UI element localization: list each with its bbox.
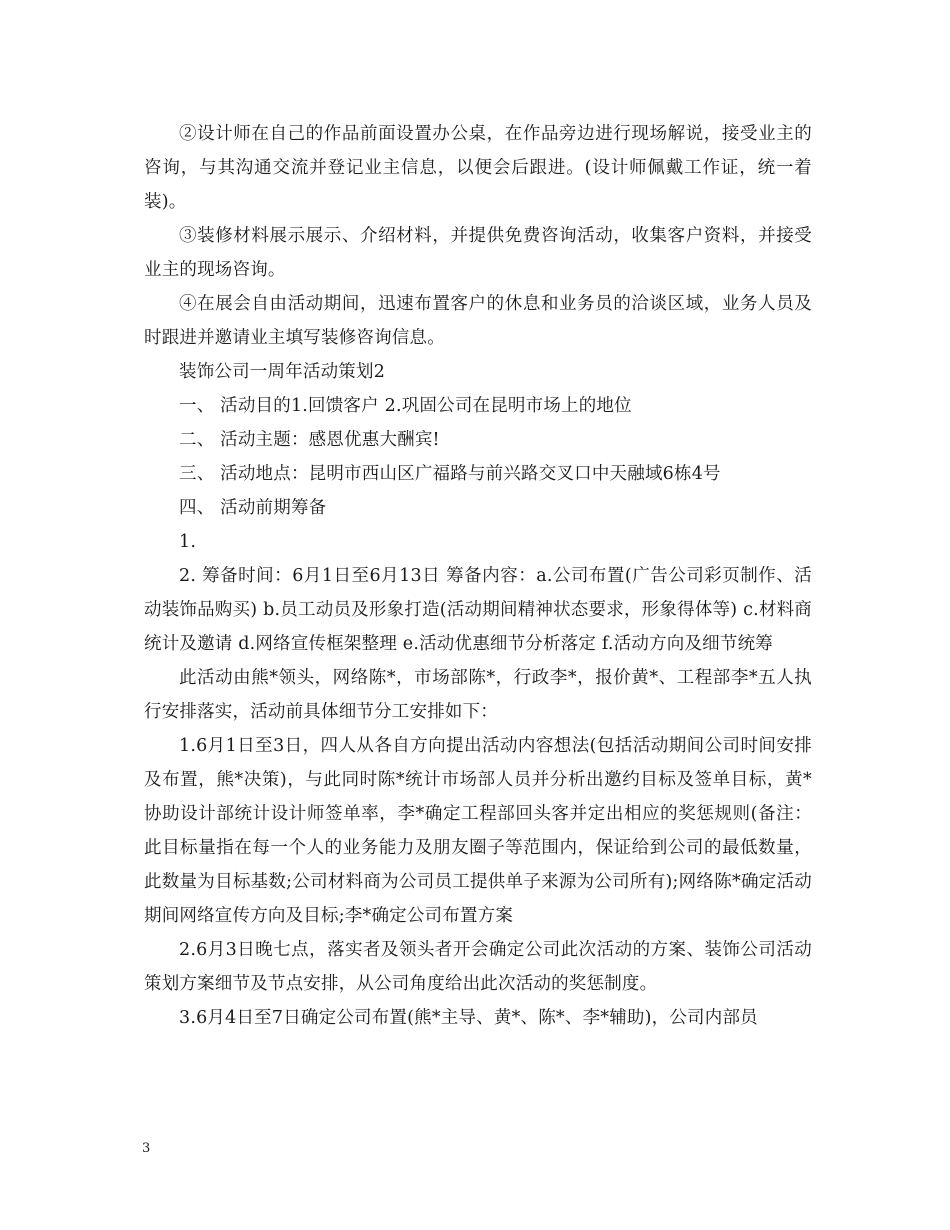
- item-location: 三、 活动地点：昆明市西山区广福路与前兴路交叉口中天融域6栋4号: [179, 464, 721, 484]
- section-heading: 装饰公司一周年活动策划2: [179, 362, 386, 382]
- paragraph-schedule-2: 2.6月3日晚七点，落实者及领头者开会确定公司此次活动的方案、装饰公司活动策划方案细节及节点安排，从公司角度给出此次活动的奖惩制度。: [144, 940, 812, 994]
- page-number: 3: [142, 1141, 151, 1156]
- item-preparation: 四、 活动前期筹备: [179, 498, 327, 518]
- paragraph-team-lead: 此活动由熊*领头，网络陈*，市场部陈*，行政李*，报价黄*、工程部李*五人执行安排落实，活动前具体细节分工安排如下：: [144, 668, 812, 722]
- paragraph-schedule-1: 1.6月1日至3日，四人从各自方向提出活动内容想法(包括活动期间公司时间安排及布置，熊*决策)，与此同时陈*统计市场部人员并分析出邀约目标及签单目标，黄*协助设计部统计设计师签单率，李*确定工程部回头客并定出相应的奖惩规则(备注：此目标量指在每一个人的业务能力及朋友圈子等范围内，保证给到公司的最低数量，此数量为目标基数;公司材料商为公司员工提供单子来源为公司所有);网络陈*确定活动期间网络宣传方向及目标;李*确定公司布置方案: [144, 736, 812, 926]
- item-number-1: 1.: [179, 532, 197, 552]
- paragraph-designer-desk: ②设计师在自己的作品前面设置办公桌，在作品旁边进行现场解说，接受业主的咨询，与其沟通交流并登记业主信息，以便会后跟进。(设计师佩戴工作证，统一着装)。: [144, 124, 812, 212]
- item-theme: 二、 活动主题：感恩优惠大酬宾!: [179, 430, 440, 450]
- paragraph-preparation-time: 2. 筹备时间：6月1日至6月13日 筹备内容：a.公司布置(广告公司彩页制作、活动装饰品购买) b.员工动员及形象打造(活动期间精神状态要求，形象得体等) c.材料商统计及邀请 d.网络宣传框架整理 e.活动优惠细节分析落定 f.活动方向及细节统筹: [144, 566, 812, 654]
- paragraph-material-display: ③装修材料展示展示、介绍材料，并提供免费咨询活动，收集客户资料，并接受业主的现场咨询。: [144, 226, 812, 280]
- document-body: [144, 117, 812, 1035]
- paragraph-schedule-3: 3.6月4日至7日确定公司布置(熊*主导、黄*、陈*、李*辅助)，公司内部员: [179, 1008, 758, 1028]
- item-purpose: 一、 活动目的1.回馈客户 2.巩固公司在昆明市场上的地位: [179, 396, 632, 416]
- paragraph-free-activity: ④在展会自由活动期间，迅速布置客户的休息和业务员的洽谈区域，业务人员及时跟进并邀请业主填写装修咨询信息。: [144, 294, 812, 348]
